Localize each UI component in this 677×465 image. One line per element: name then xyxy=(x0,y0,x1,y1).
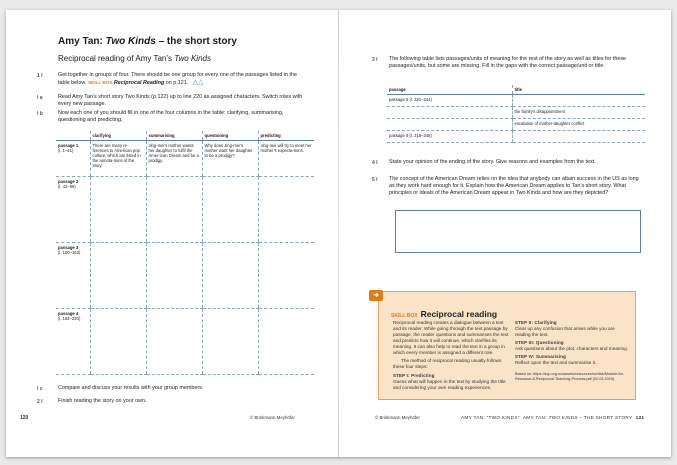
step-label: STEP IV: Summarising xyxy=(515,354,567,359)
table-row xyxy=(387,107,645,119)
task-4-text: State your opinion of the ending of the story. Give reasons and examples from the text. xyxy=(389,159,596,165)
table-cell[interactable] xyxy=(90,242,146,308)
step-text: Clear up any confusion that arises while you are reading the text. xyxy=(515,326,615,337)
table-row xyxy=(56,140,314,176)
task-1b-text: Now each one of you should fill in one of the four columns in the table: clarifying, summarising, questioning and predicting. xyxy=(58,110,284,123)
task-1-text: Get together in groups of four. There should be one group for every one of the passages listed in the table below. SKILL BOX Reciprocal Reading on p.121. △△ xyxy=(58,72,298,86)
row-label: passage 2 (l. 42–99) xyxy=(56,176,90,242)
task-number: I a xyxy=(37,95,43,101)
table-cell[interactable] xyxy=(258,176,314,242)
running-footer: AMY TAN: “TWO KINDS” AMY TAN: TWO KINDS – THE SHORT STORY 121 xyxy=(461,415,645,420)
table-row xyxy=(56,308,314,374)
task-5-text: The concept of the American Dream relies on the idea that anybody can attain success in the US as long as they work hard enough for it. Explain how the American Dream applies to Tan’s short story. What principles or ideals of the American Dream appear in Two Kinds and how are they depicted? xyxy=(389,176,639,196)
table-row xyxy=(387,119,645,131)
table-header-questioning: questioning xyxy=(202,131,258,140)
table-cell[interactable]: escalation of mother-daughter conflict xyxy=(512,119,645,131)
passage-title-table xyxy=(387,85,645,143)
task-number: 3 I xyxy=(372,57,378,63)
table-cell[interactable]: the family’s disappointment xyxy=(512,107,645,119)
step-text: Ask questions about the plot, characters and meaning. xyxy=(515,346,629,351)
table-header-predicting: predicting xyxy=(258,131,314,140)
task-number: 1 I xyxy=(37,73,43,79)
skill-box-method: The method of reciprocal reading usually follows these four steps: xyxy=(393,358,502,369)
skill-box-heading: SKILL BOX Reciprocal reading xyxy=(391,309,498,319)
page-subtitle: Reciprocal reading of Amy Tan’s Two Kinds xyxy=(58,54,211,63)
source-note: Based on: https://scp.org.nz/assets/resources/schlbs/Module-for-Resource-8-Reciprocal-Teaching-Process.pdf (02.03.2019). xyxy=(515,372,625,381)
table-cell[interactable] xyxy=(202,308,258,374)
table-header-title: title xyxy=(512,85,645,95)
left-page xyxy=(6,10,338,457)
task-1c-text: Compare and discuss your results with your group members. xyxy=(58,385,204,391)
table-cell[interactable]: Jing-mei will try to meet her mother’s expecta-tions. xyxy=(258,140,314,176)
group-work-icon: △△ xyxy=(192,78,204,86)
publisher-credit: © Brinkmann Meyhöfer xyxy=(375,415,420,420)
table-cell[interactable] xyxy=(90,176,146,242)
table-cell[interactable]: There are many re-ferences to American pop culture, which are listed in the annota-tions of the story. xyxy=(90,140,146,176)
task-number: 4 I xyxy=(372,160,378,166)
table-row xyxy=(387,131,645,143)
step-text: Reflect upon the text and summarise it. xyxy=(515,360,597,365)
page-title: Amy Tan: Two Kinds – the short story xyxy=(58,36,237,47)
publisher-credit: © Brinkmann Meyhöfer xyxy=(250,415,295,420)
table-cell[interactable] xyxy=(146,242,202,308)
right-page xyxy=(339,10,671,457)
task-3-text: The following table lists passages/units of meaning for the rest of the story as well as titles for these passages/units, but some are missing. Fill in the gaps with the correct passage/unit or title. xyxy=(389,56,627,69)
table-header-summarising: summarising xyxy=(146,131,202,140)
table-cell[interactable] xyxy=(202,242,258,308)
task-number: 2 I xyxy=(37,399,43,405)
task-1a-text: Read Amy Tan’s short story Two Kinds (p.122) up to line 220 as assigned characters. Switch roles with every new passage. xyxy=(58,94,303,107)
book-spread xyxy=(6,10,671,457)
table-cell[interactable]: Jing-mei’s mother wants her daughter to fulfil the Amer-ican Dream and be a prodigy. xyxy=(146,140,202,176)
skill-box-tag: SKILL BOX xyxy=(87,80,113,85)
table-cell[interactable] xyxy=(146,176,202,242)
step-text: Guess what will happen in the text by studying the title and considering your own reading experiences. xyxy=(393,379,506,390)
task-number: I c xyxy=(37,386,43,392)
page-number: 121 xyxy=(635,415,645,420)
table-row xyxy=(56,176,314,242)
step-label: STEP III: Questioning xyxy=(515,340,564,345)
table-cell[interactable]: passage 5 (l. 221–244) xyxy=(387,95,512,107)
answer-box[interactable] xyxy=(395,210,641,253)
table-cell[interactable] xyxy=(387,119,512,131)
task-number: 5 I xyxy=(372,177,378,183)
table-cell[interactable] xyxy=(202,176,258,242)
table-cell[interactable]: Why does Jing-mei’s mother want her daughter to be a prodigy? xyxy=(202,140,258,176)
table-cell[interactable] xyxy=(387,107,512,119)
row-label: passage 1 (l. 1–41) xyxy=(56,140,90,176)
skill-box-right-column xyxy=(515,320,631,384)
table-cell[interactable] xyxy=(146,308,202,374)
arrow-icon: ➜ xyxy=(369,290,383,301)
step-label: STEP I: Predicting xyxy=(393,373,435,378)
task-number: I b xyxy=(37,111,43,117)
reciprocal-reading-table xyxy=(56,131,314,375)
table-cell[interactable]: passage 8 (l. 319–348) xyxy=(387,131,512,143)
table-row xyxy=(387,95,645,107)
skill-box-intro: Reciprocal reading creates a dialogue between a text and its reader. While going through the text passage by passage, the reader questions and summarises the text and predicts how it will continue, which clarifies its meaning. It can also help to read the text in a group in which every member is assigned a different role. xyxy=(393,320,509,355)
table-cell[interactable] xyxy=(90,308,146,374)
table-cell[interactable] xyxy=(512,95,645,107)
table-row xyxy=(56,242,314,308)
table-cell[interactable] xyxy=(512,131,645,143)
page-number: 120 xyxy=(20,415,29,421)
table-header-passage: passage xyxy=(387,85,512,95)
task-2-text: Finish reading the story on your own. xyxy=(58,398,147,404)
skill-box-left-column xyxy=(393,320,511,393)
table-cell[interactable] xyxy=(258,308,314,374)
skill-box-link[interactable]: Reciprocal Reading xyxy=(113,80,165,86)
skill-box-reciprocal-reading xyxy=(373,291,636,400)
table-cell[interactable] xyxy=(258,242,314,308)
row-label: passage 3 (l. 100–163) xyxy=(56,242,90,308)
step-label: STEP II: Clarifying xyxy=(515,320,557,325)
table-header-clarifying: clarifying xyxy=(90,131,146,140)
row-label: passage 4 (l. 164–220) xyxy=(56,308,90,374)
table-header xyxy=(56,131,90,140)
